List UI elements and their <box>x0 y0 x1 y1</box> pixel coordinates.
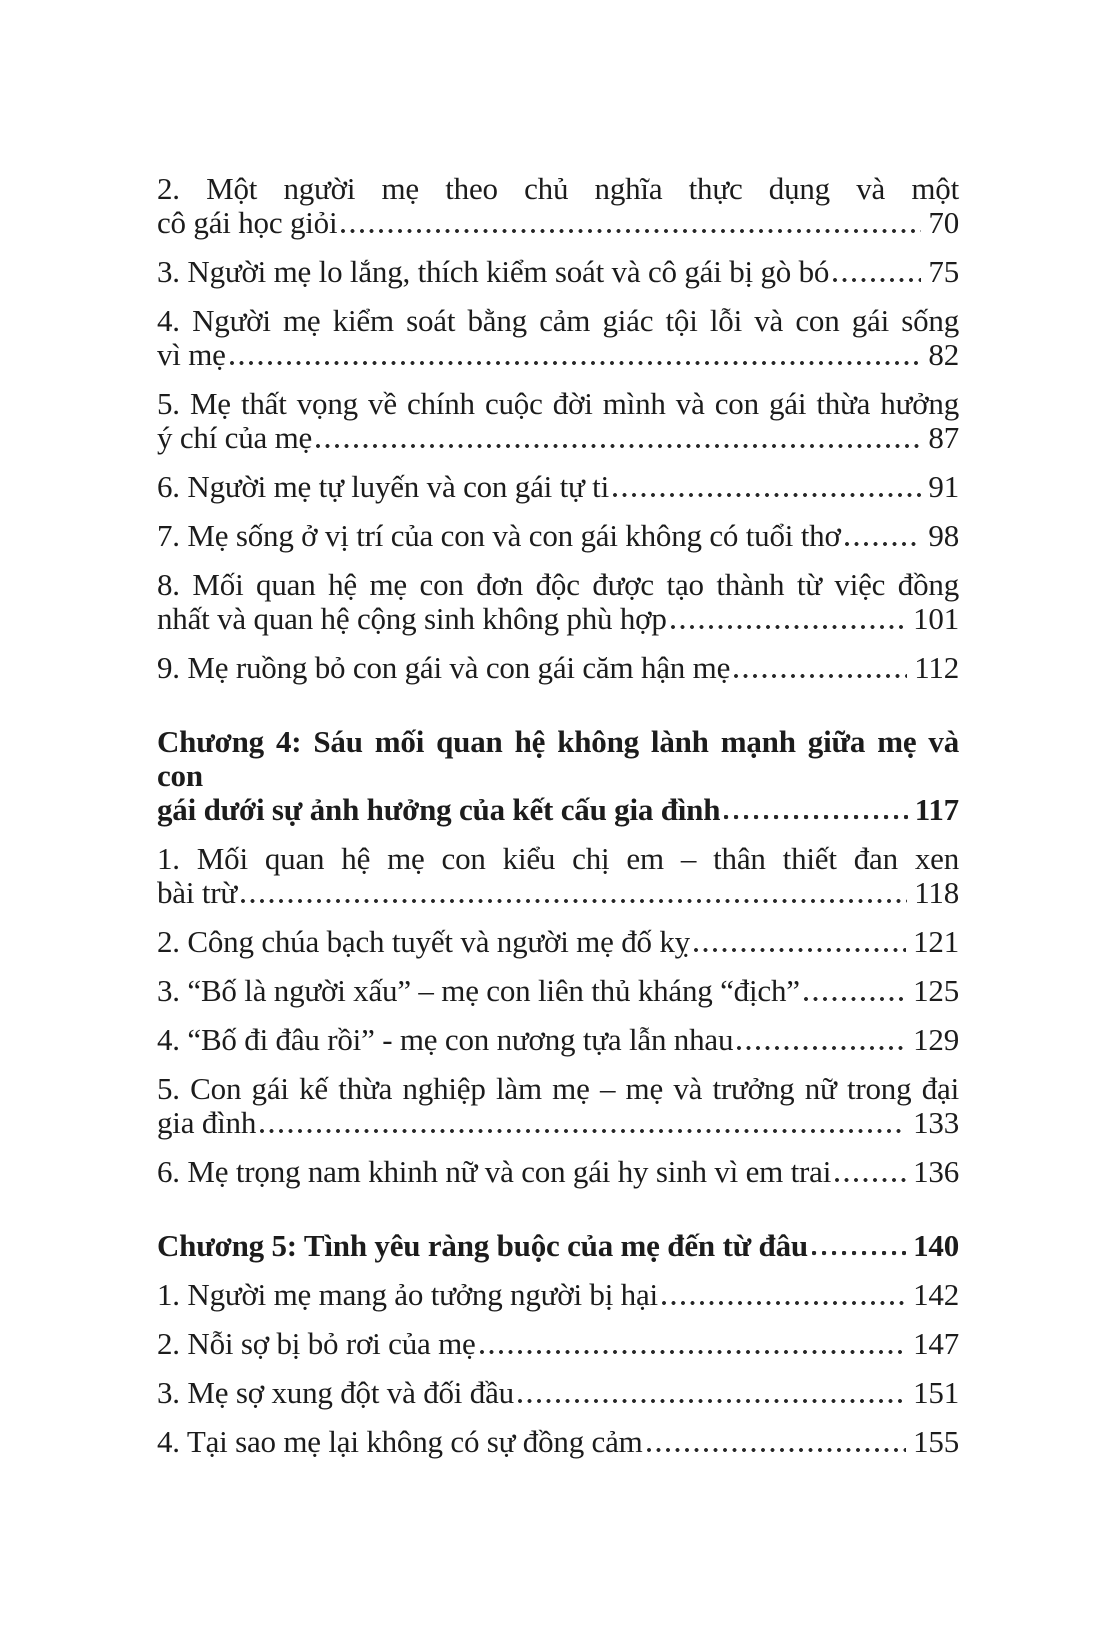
toc-page-number: 82 <box>928 337 959 372</box>
dot-leader <box>518 1399 906 1403</box>
toc-entry-wrapped-line: 5. Mẹ thất vọng về chính cuộc đời mình và con gái thừa hưởng <box>157 386 959 421</box>
toc-page-number: 147 <box>913 1326 959 1361</box>
toc-entry-title: vì mẹ <box>157 337 226 372</box>
toc-entry-wrapped-line: 5. Con gái kế thừa nghiệp làm mẹ – mẹ và trưởng nữ trong đại <box>157 1071 959 1106</box>
toc-entry-last-line <box>157 519 959 553</box>
toc-item-entry <box>157 1327 959 1361</box>
toc-page-number: 75 <box>928 254 959 289</box>
toc-entry-last-line <box>157 206 959 240</box>
toc-entry-title: 2. Nỗi sợ bị bỏ rơi của mẹ <box>157 1326 476 1361</box>
toc-entry-last-line <box>157 602 959 636</box>
dot-leader <box>260 1129 906 1133</box>
toc-entry-wrapped-line: 8. Mối quan hệ mẹ con đơn độc được tạo thành từ việc đồng <box>157 567 959 602</box>
toc-page-number: 101 <box>913 601 959 636</box>
toc-entry-title: ý chí của mẹ <box>157 420 313 455</box>
toc-page-number: 140 <box>913 1228 959 1263</box>
toc-item-entry <box>157 387 959 455</box>
toc-item-entry <box>157 1425 959 1459</box>
toc-entry-title: nhất và quan hệ cộng sinh không phù hợp <box>157 601 667 636</box>
toc-page-number: 142 <box>913 1277 959 1312</box>
toc-entry-title: 1. Người mẹ mang ảo tưởng người bị hại <box>157 1277 658 1312</box>
dot-leader <box>671 625 906 629</box>
toc-item-entry <box>157 1155 959 1189</box>
toc-page-number: 112 <box>914 650 959 685</box>
toc-page-number: 117 <box>914 792 959 827</box>
toc-entry-last-line <box>157 925 959 959</box>
toc-entry-title: 7. Mẹ sống ở vị trí của con và con gái không có tuổi thơ <box>157 518 841 553</box>
dot-leader <box>662 1301 906 1305</box>
toc-entry-title: 6. Người mẹ tự luyến và con gái tự ti <box>157 469 609 504</box>
toc-entry-title: 4. Tại sao mẹ lại không có sự đồng cảm <box>157 1424 643 1459</box>
toc-entry-last-line <box>157 876 959 910</box>
dot-leader <box>341 229 921 233</box>
toc-entry-title: 3. Mẹ sợ xung đột và đối đầu <box>157 1375 514 1410</box>
dot-leader <box>647 1448 907 1452</box>
toc-entry-last-line <box>157 421 959 455</box>
toc-entry-title: 3. Người mẹ lo lắng, thích kiểm soát và cô gái bị gò bó <box>157 254 830 289</box>
toc-page-number: 155 <box>913 1424 959 1459</box>
toc-page-number: 121 <box>913 924 959 959</box>
toc-item-entry <box>157 1023 959 1057</box>
dot-leader <box>694 948 906 952</box>
toc-page-number: 125 <box>913 973 959 1008</box>
toc-entry-last-line <box>157 1106 959 1140</box>
toc-item-entry <box>157 842 959 910</box>
toc-entry-title: 4. “Bố đi đâu rồi” - mẹ con nương tựa lẫn nhau <box>157 1022 734 1057</box>
toc-entry-title: 3. “Bố là người xấu” – mẹ con liên thủ kháng “địch” <box>157 973 800 1008</box>
dot-leader <box>804 997 906 1001</box>
toc-chapter-entry <box>157 725 959 827</box>
toc-item-entry <box>157 304 959 372</box>
toc-entry-last-line <box>157 338 959 372</box>
toc-page-number: 98 <box>928 518 959 553</box>
toc-entry-last-line <box>157 1229 959 1263</box>
toc-entry-last-line <box>157 1376 959 1410</box>
toc-entry-title: 6. Mẹ trọng nam khinh nữ và con gái hy sinh vì em trai <box>157 1154 832 1189</box>
toc-entry-last-line <box>157 255 959 289</box>
toc-entry-wrapped-line: Chương 4: Sáu mối quan hệ không lành mạnh giữa mẹ và con <box>157 724 959 793</box>
toc-entry-title: 2. Công chúa bạch tuyết và người mẹ đố kỵ <box>157 924 690 959</box>
toc-page-number: 133 <box>913 1105 959 1140</box>
toc-page-number: 129 <box>913 1022 959 1057</box>
toc-item-entry <box>157 974 959 1008</box>
toc-entry-last-line <box>157 651 959 685</box>
toc-entry-title: Chương 5: Tình yêu ràng buộc của mẹ đến từ đâu <box>157 1228 808 1263</box>
dot-leader <box>833 278 921 282</box>
toc-page-number: 87 <box>928 420 959 455</box>
dot-leader <box>613 493 921 497</box>
toc-entry-last-line <box>157 1327 959 1361</box>
toc-page-number: 118 <box>914 875 959 910</box>
dot-leader <box>812 1251 906 1256</box>
dot-leader <box>316 444 921 448</box>
toc-item-entry <box>157 519 959 553</box>
toc-page-number: 151 <box>913 1375 959 1410</box>
toc-entry-last-line <box>157 1155 959 1189</box>
toc-entry-wrapped-line: 4. Người mẹ kiểm soát bằng cảm giác tội lỗi và con gái sống <box>157 303 959 338</box>
dot-leader <box>734 674 907 678</box>
toc-item-entry <box>157 172 959 240</box>
toc-item-entry <box>157 925 959 959</box>
dot-leader <box>737 1046 906 1050</box>
toc-page-number: 70 <box>928 205 959 240</box>
dot-leader <box>724 815 908 820</box>
toc-entry-title: bài trừ <box>157 875 237 910</box>
toc-item-entry <box>157 470 959 504</box>
toc-entry-title: gái dưới sự ảnh hưởng của kết cấu gia đình <box>157 792 721 827</box>
toc-item-entry <box>157 568 959 636</box>
toc-entry-title: 9. Mẹ ruồng bỏ con gái và con gái căm hận mẹ <box>157 650 731 685</box>
dot-leader <box>835 1178 906 1182</box>
toc-item-entry <box>157 255 959 289</box>
dot-leader <box>845 542 922 546</box>
dot-leader <box>241 899 907 903</box>
toc-item-entry <box>157 1072 959 1140</box>
toc-entry-last-line <box>157 974 959 1008</box>
toc-entry-last-line <box>157 1425 959 1459</box>
toc-entry-title: gia đình <box>157 1105 257 1140</box>
toc-entry-wrapped-line: 2. Một người mẹ theo chủ nghĩa thực dụng và một <box>157 171 959 206</box>
toc-page-number: 91 <box>928 469 959 504</box>
dot-leader <box>230 361 922 365</box>
toc-page-number: 136 <box>913 1154 959 1189</box>
toc-chapter-entry <box>157 1229 959 1263</box>
toc-entry-wrapped-line: 1. Mối quan hệ mẹ con kiểu chị em – thân thiết đan xen <box>157 841 959 876</box>
toc-entry-last-line <box>157 470 959 504</box>
toc-entry-title: cô gái học giỏi <box>157 205 338 240</box>
toc-item-entry <box>157 651 959 685</box>
toc-item-entry <box>157 1376 959 1410</box>
toc-item-entry <box>157 1278 959 1312</box>
toc-entry-last-line <box>157 1023 959 1057</box>
toc-entry-last-line <box>157 793 959 827</box>
table-of-contents <box>157 172 959 1459</box>
toc-entry-last-line <box>157 1278 959 1312</box>
dot-leader <box>480 1350 907 1354</box>
